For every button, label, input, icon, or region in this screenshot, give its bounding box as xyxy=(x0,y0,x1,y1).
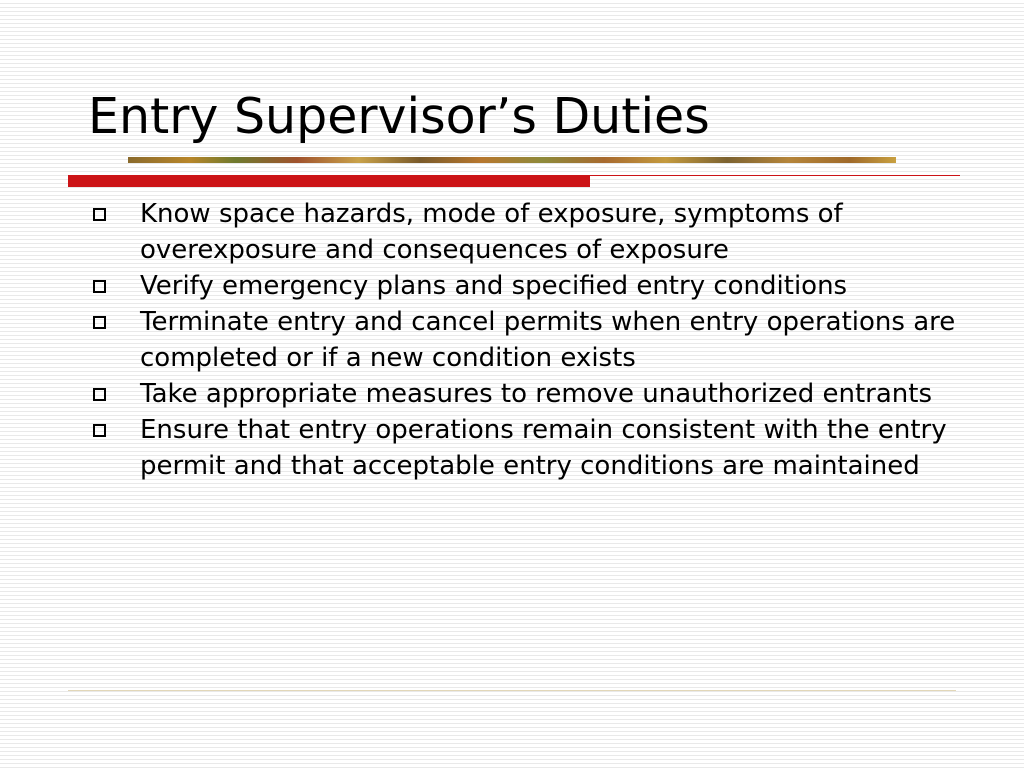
bullet-text: Terminate entry and cancel permits when entry operations are completed or if a new condition exists xyxy=(140,307,956,373)
title-texture-bar xyxy=(128,157,896,163)
hollow-square-bullet-icon xyxy=(93,316,106,329)
bullet-text: Verify emergency plans and specified entry conditions xyxy=(140,271,848,301)
bullet-list xyxy=(88,196,968,484)
hollow-square-bullet-icon xyxy=(93,424,106,437)
bullet-item xyxy=(88,412,968,484)
hollow-square-bullet-icon xyxy=(93,388,106,401)
bullet-item xyxy=(88,196,968,268)
hollow-square-bullet-icon xyxy=(93,280,106,293)
red-accent-bar xyxy=(68,175,590,187)
bullet-item xyxy=(88,376,968,412)
footer-divider xyxy=(68,690,956,691)
slide-title: Entry Supervisor’s Duties xyxy=(88,88,710,145)
hollow-square-bullet-icon xyxy=(93,208,106,221)
bullet-text: Take appropriate measures to remove unauthorized entrants xyxy=(140,379,933,409)
red-accent-line xyxy=(590,175,960,176)
bullet-item xyxy=(88,304,968,376)
bullet-text: Know space hazards, mode of exposure, symptoms of overexposure and consequences of exposure xyxy=(140,199,843,265)
bullet-text: Ensure that entry operations remain consistent with the entry permit and that acceptable entry conditions are maintained xyxy=(140,415,947,481)
bullet-item xyxy=(88,268,968,304)
